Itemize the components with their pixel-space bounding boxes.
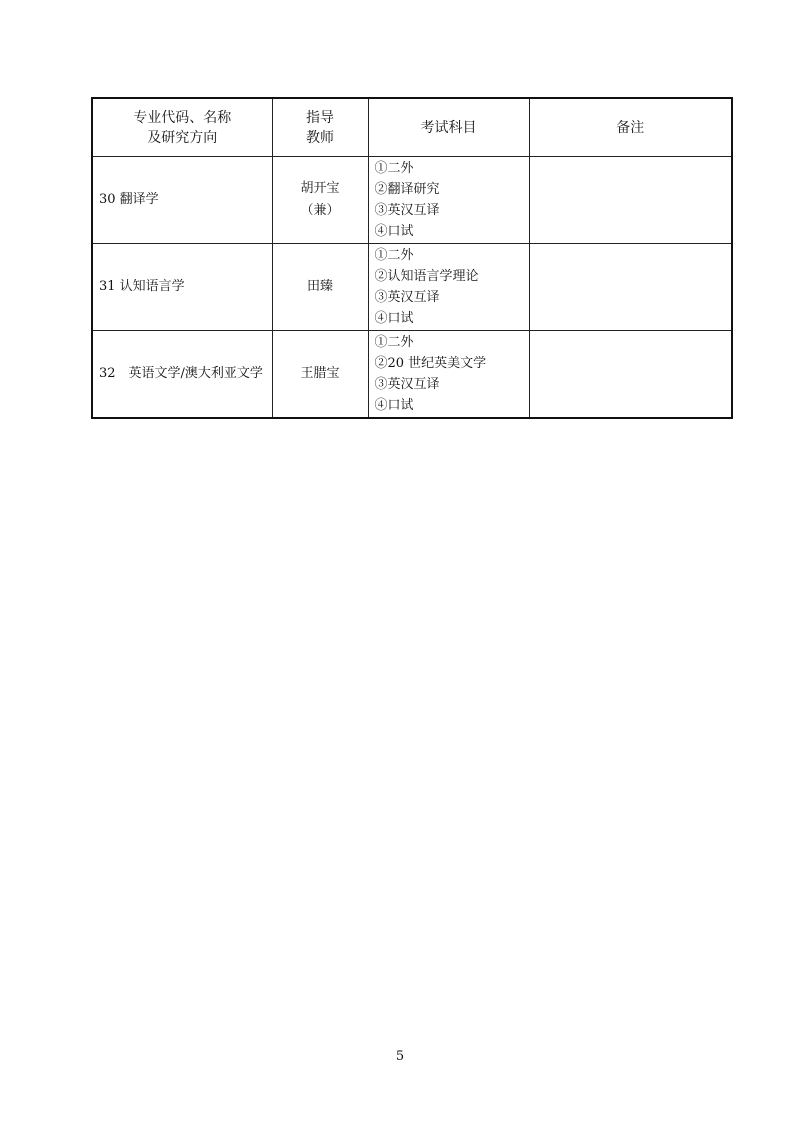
exam-item: ④口试: [374, 398, 414, 413]
major-cell: 31 认知语言学: [92, 244, 272, 331]
major-cell: 32 英语文学/澳大利亚文学: [92, 331, 272, 419]
header-major: [92, 98, 272, 157]
table-row: [92, 331, 732, 419]
exam-item: ①二外: [374, 161, 414, 176]
advisor-name: 胡开宝: [300, 181, 340, 196]
header-exam: 考试科目: [368, 98, 529, 157]
header-advisor-line: 指导: [306, 109, 334, 126]
exam-cell: [368, 157, 529, 244]
exam-item: ④口试: [374, 224, 414, 239]
exam-item: ①二外: [374, 335, 414, 350]
advisor-cell: [272, 157, 368, 244]
exam-item: ②翻译研究: [374, 182, 440, 197]
exam-item: ②20 世纪英美文学: [374, 356, 487, 371]
exam-cell: [368, 244, 529, 331]
table-header-row: [92, 98, 732, 157]
header-major-line: 及研究方向: [147, 129, 218, 146]
exam-item: ④口试: [374, 311, 414, 326]
header-advisor-line: 教师: [306, 129, 334, 146]
exam-item: ②认知语言学理论: [374, 269, 479, 284]
header-major-line: 专业代码、名称: [133, 109, 232, 126]
table-row: [92, 157, 732, 244]
advisor-note: （兼）: [300, 203, 340, 218]
exam-cell: [368, 331, 529, 419]
header-advisor: [272, 98, 368, 157]
exam-item: ①二外: [374, 248, 414, 263]
remark-cell: [529, 331, 732, 419]
exam-item: ③英汉互译: [374, 203, 440, 218]
advisor-name: 田臻: [306, 279, 333, 294]
table-row: [92, 244, 732, 331]
page-number: 5: [395, 1049, 405, 1064]
advisor-cell: [272, 244, 368, 331]
major-cell: 30 翻译学: [92, 157, 272, 244]
header-remark: 备注: [529, 98, 732, 157]
remark-cell: [529, 244, 732, 331]
advisor-name: 王腊宝: [300, 366, 340, 381]
exam-item: ③英汉互译: [374, 290, 440, 305]
program-table: [91, 97, 733, 419]
exam-item: ③英汉互译: [374, 377, 440, 392]
advisor-cell: [272, 331, 368, 419]
remark-cell: [529, 157, 732, 244]
